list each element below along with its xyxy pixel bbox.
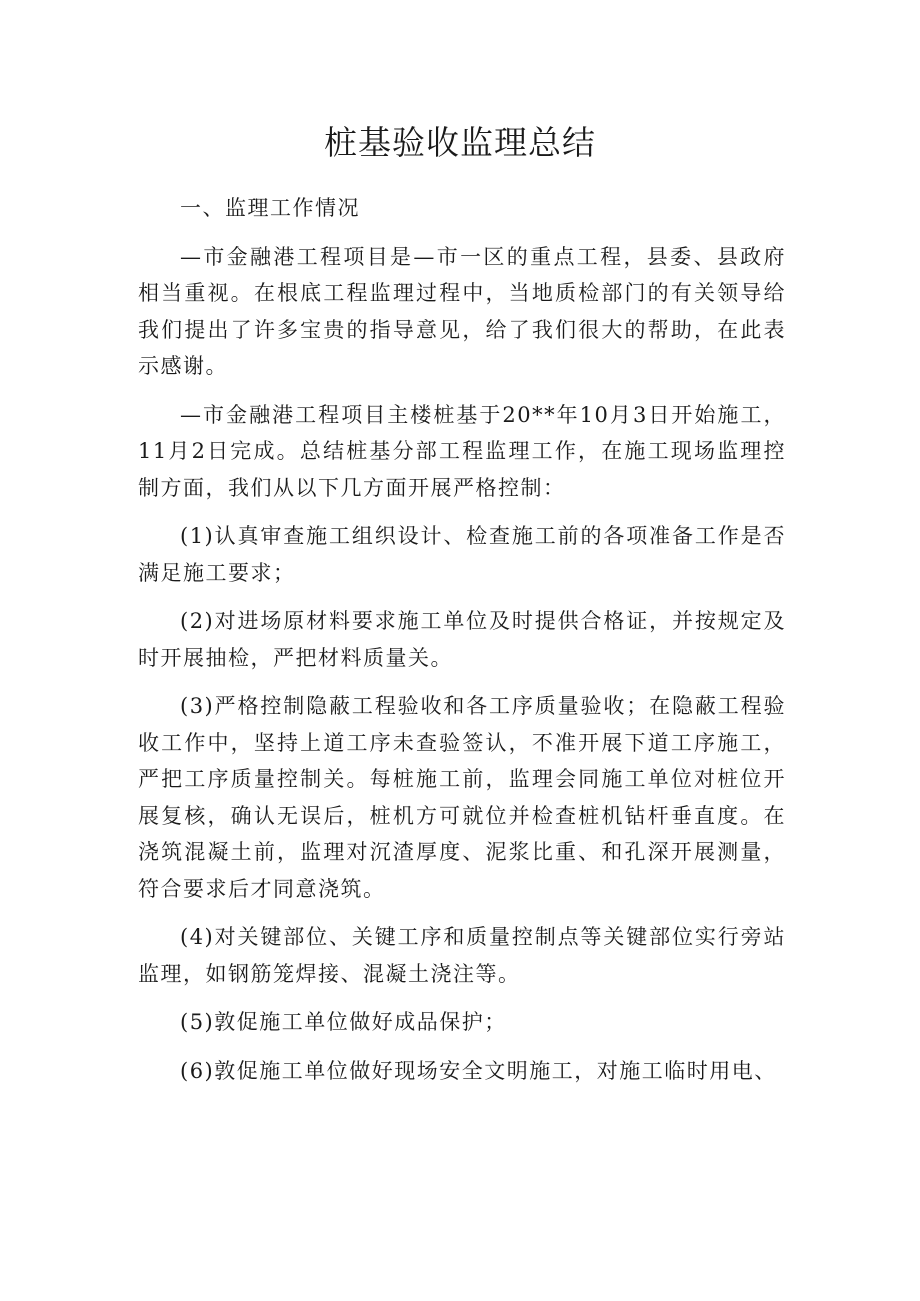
list-item: (2)对进场原材料要求施工单位及时提供合格证，并按规定及时开展抽检，严把材料质量关。 xyxy=(138,609,786,670)
list-item: (3)严格控制隐蔽工程验收和各工序质量验收；在隐蔽工程验收工作中，坚持上道工序未查验签认，不准开展下道工序施工，严把工序质量控制关。每桩施工前，监理会同施工单位对桩位开展复核，确认无误后，桩机方可就位并检查桩机钻杆垂直度。在浇筑混凝土前，监理对沉渣厚度、泥浆比重、和孔深开展测量，符合要求后才同意浇筑。 xyxy=(138,694,786,901)
paragraph-schedule: —市金融港工程项目主楼桩基于20**年10月3日开始施工，11月2日完成。总结桩基分部工程监理工作，在施工现场监理控制方面，我们从以下几方面开展严格控制： xyxy=(138,402,786,500)
list-item: (6)敦促施工单位做好现场安全文明施工，对施工临时用电、 xyxy=(180,1058,777,1083)
paragraph-intro: —市金融港工程项目是—市一区的重点工程，县委、县政府相当重视。在根底工程监理过程中，当地质检部门的有关领导给我们提出了许多宝贵的指导意见，给了我们很大的帮助，在此表示感谢。 xyxy=(138,244,786,378)
section-heading: 一、监理工作情况 xyxy=(180,196,360,220)
list-item: (5)敦促施工单位做好成品保护； xyxy=(180,1010,507,1034)
list-item: (1)认真审查施工组织设计、检查施工前的各项准备工作是否满足施工要求； xyxy=(138,524,786,585)
document-body xyxy=(138,190,786,1101)
document-title: 桩基验收监理总结 xyxy=(324,123,596,162)
list-item: (4)对关键部位、关键工序和质量控制点等关键部位实行旁站监理，如钢筋笼焊接、混凝土浇注等。 xyxy=(138,925,786,986)
